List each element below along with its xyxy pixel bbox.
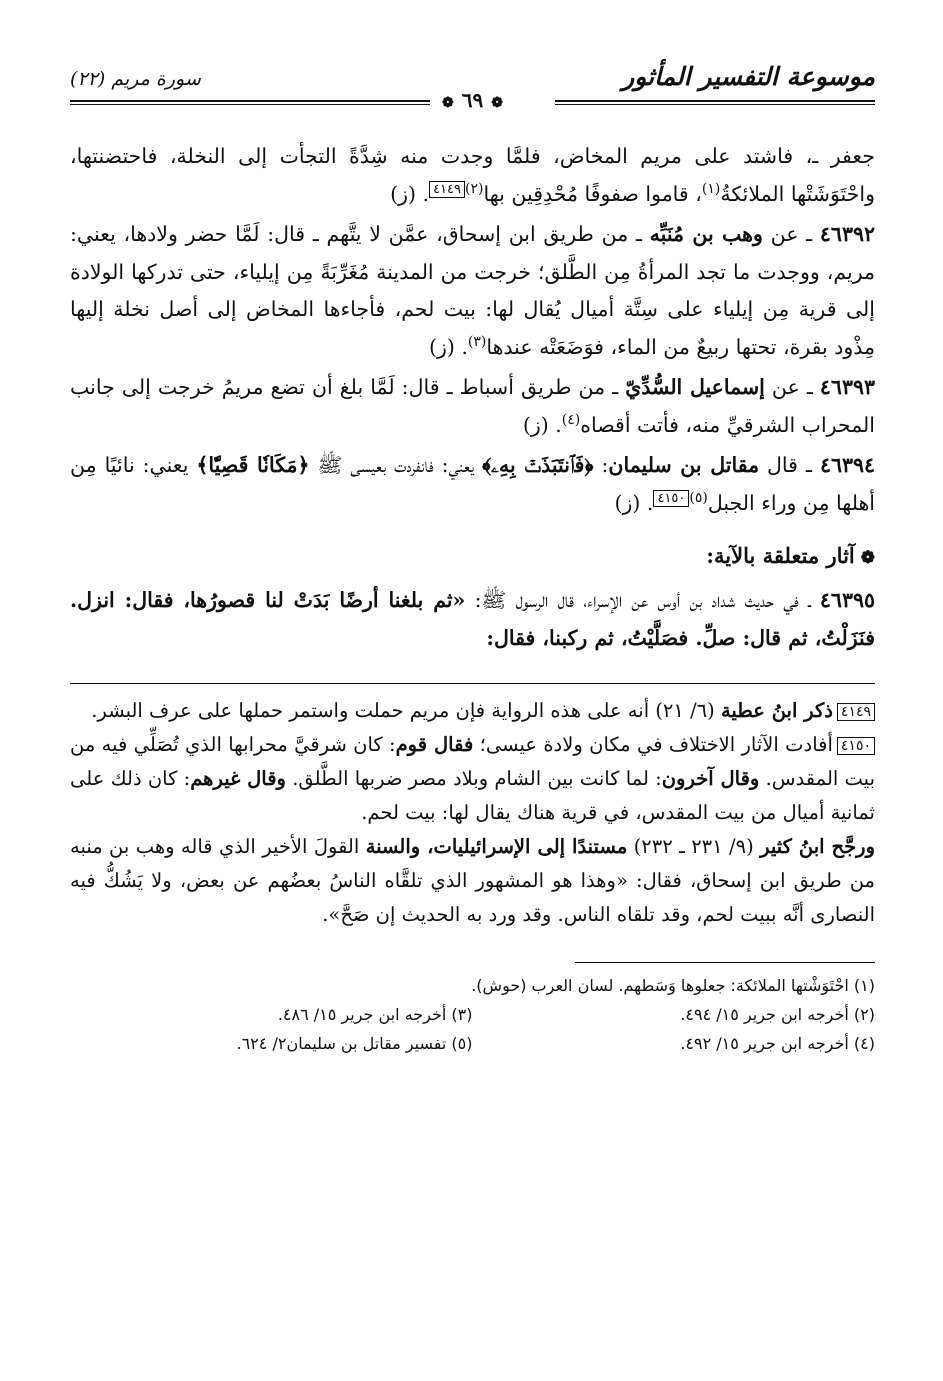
main-text (70, 138, 875, 1058)
commentary-number-box: ٤١٥٠ (837, 737, 875, 755)
page-number: ٦٩ (461, 88, 484, 112)
footnote-row (70, 1000, 875, 1029)
entry-46394: ٤٦٣٩٤ ـ قال مقاتل بن سليمان: ﴿فَٱنتَبَذَتۡ بِهِۦ﴾ يعني: فانفردت بعيسى ﷺ ﴿مَكَانٗا قَصِيّٗا﴾ يعني: نائيًا مِن أهلها مِن وراء الجبل$^{(٥)}$٤١٥٠. (ز) (70, 453, 875, 515)
entry-continuation: جعفر ـ، فاشتد على مريم المخاض، فلمَّا وجدت منه شِدَّةً التجأت إلى النخلة، فاحتضنتها، واحْتَوَشَتْها الملائكةُ$^{(١)}$، قاموا صفوفًا مُحْدِقِين بها$^{(٢)}$٤١٤٩. (ز) (70, 144, 875, 206)
entry-46395: ٤٦٣٩٥ ـ في حديث شداد بن أوس عن الإسراء، قال الرسول ﷺ: «ثم بلغنا أرضًا بَدَتْ لنا قصورُها، فقال: انزل. فنَزَلْتُ، ثم قال: صلِّ. فصَلَّيْتُ، ثم ركبنا، فقال: (70, 588, 875, 650)
footnote-2: (٢) أخرجه ابن جرير ١٥/ ٤٩٤. (680, 1005, 875, 1024)
footnote-ref: (١) (701, 180, 721, 197)
narrator-name: مقاتل بن سليمان (608, 453, 760, 477)
entry-number: ٤٦٣٩٣ (819, 375, 875, 399)
quran-quote: ﴿مَكَانٗا قَصِيّٗا﴾ (196, 453, 310, 477)
footnote-5: (٥) تفسير مقاتل بن سليمان٢/ ٦٢٤. (236, 1034, 473, 1053)
entry-number: ٤٦٣٩٤ (819, 453, 875, 477)
footnote-ref: (٥) (689, 489, 708, 506)
narrator-name: إسماعيل السُّدِّيّ (625, 375, 765, 399)
entry-number: ٤٦٣٩٢ (819, 222, 875, 246)
footnote-divider (575, 962, 875, 963)
commentary-ref-box: ٤١٥٠ (653, 490, 689, 507)
surah-title: سورة مريم (٢٢) (70, 68, 201, 90)
entry-46392: ٤٦٣٩٢ ـ عن وهب بن مُنَبِّه ـ من طريق ابن إسحاق، عمَّن لا يتَّهم ـ قال: لَمَّا حضر ولادها، يعني: مريم، ووجدت ما تجد المرأةُ مِن الطَّلق؛ خرجت من المدينة مُغَرِّبَةً مِن إيلياء، حتى تدركها الولادة إلى قرية مِن إيلياء على سِتَّة أميال يُقال لها: بيت لحم، فأجاءها المخاض إلى أصل نخلة إليها مِذْود بقرة، تحتها ربيعٌ من الماء، فوَضَعَتْه عندها$^{(٣)}$. (ز) (70, 222, 875, 359)
footnote-row (70, 1029, 875, 1058)
commentary-4150: ٤١٥٠أفادت الآثار الاختلاف في مكان ولادة عيسى؛ فقال قوم: كان شرقيَّ محرابها الذي تُصَلِّي فيه من بيت المقدس. وقال آخرون: لما كانت بين الشام وبلاد مصر ضربها الطَّلق. وقال غيرهم: كان ذلك على ثمانية أميال من بيت المقدس، في قرية هناك يقال لها: بيت لحم. (70, 733, 875, 824)
footnote-3: (٣) أخرجه ابن جرير ١٥/ ٤٨٦. (277, 1005, 473, 1024)
footnote-ref: (٤) (561, 411, 581, 428)
quran-quote: ﴿فَٱنتَبَذَتۡ بِهِۦ﴾ (482, 453, 594, 477)
page-header (70, 58, 875, 118)
page-number-wrap (434, 88, 511, 112)
entry-number: ٤٦٣٩٥ (819, 588, 875, 612)
ornament-icon: ❁ (442, 95, 454, 111)
entry-46393: ٤٦٣٩٣ ـ عن إسماعيل السُّدِّيّ ـ من طريق أسباط ـ قال: لَمَّا بلغ أن تضع مريمُ خرجت إلى جانب المحراب الشرقيِّ منه، فأتت أقصاه$^{(٤)}$. (ز) (70, 375, 875, 437)
header-rule-right (555, 100, 875, 102)
footnote-ref: (٢) (465, 180, 484, 197)
commentary-ibn-kathir: ورجَّح ابنُ كثير (٩/ ٢٣١ ـ ٢٣٢) مستندًا إلى الإسرائيليات، والسنة القولَ الأخير الذي قاله وهب بن منبه من طريق ابن إسحاق، فقال: «وهذا هو المشهور الذي تلقَّاه الناسُ بعضُهم عن بعض، ولا يَشُكُّ فيه النصارى أنَّه ببيت لحم، وقد تلقاه الناس. وقد ورد به الحديث إن صَحَّ». (70, 835, 875, 926)
series-title: موسوعة التفسير المأثور (622, 62, 875, 91)
footnote-4: (٤) أخرجه ابن جرير ١٥/ ٤٩٢. (680, 1034, 875, 1053)
footnote-1: (١) احْتَوَشْتها الملائكة: جعلوها وَسَطهم. لسان العرب (حوش). (471, 976, 875, 995)
ornament-icon: ❁ (491, 95, 503, 111)
commentary-section (70, 694, 875, 932)
footnotes (70, 971, 875, 1058)
commentary-4149: ٤١٤٩ذكر ابنُ عطية (٦/ ٢١) أنه على هذه الرواية فإن مريم حملت واستمر حملها على عرف البشر. (70, 694, 875, 728)
flower-icon: ❁ (860, 548, 875, 568)
section-heading: ❁آثار متعلقة بالآية: (706, 543, 875, 568)
commentary-divider (70, 683, 875, 684)
footnote-ref: (٣) (467, 333, 487, 350)
hadith-quote: «ثم بلغنا أرضًا بَدَتْ لنا قصورُها، فقال: انزل. فنَزَلْتُ، ثم قال: صلِّ. فصَلَّيْتُ، ثم ركبنا، فقال: (70, 588, 875, 650)
header-rule-left (70, 100, 430, 102)
commentary-ref-box: ٤١٤٩ (429, 181, 465, 198)
narrator-name: وهب بن مُنَبِّه (649, 222, 763, 246)
commentary-number-box: ٤١٤٩ (837, 703, 875, 721)
